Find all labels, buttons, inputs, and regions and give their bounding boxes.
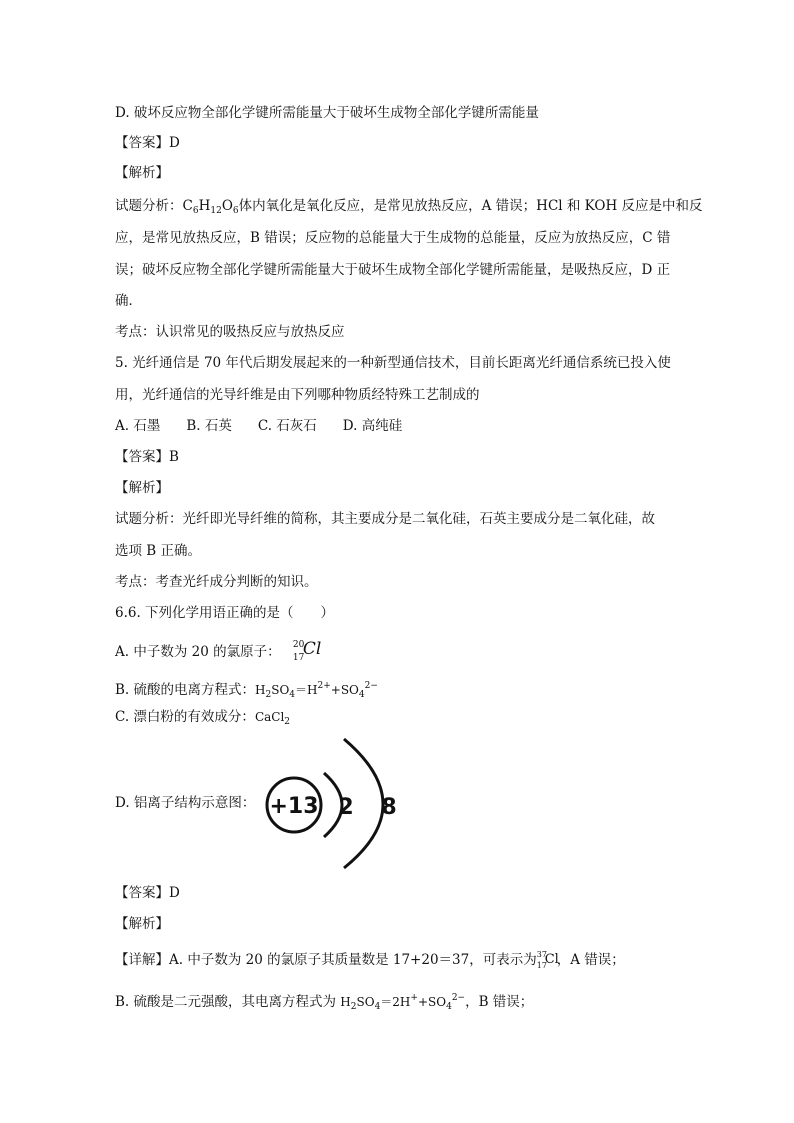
analysis-5-line-1: 试题分析：光纤即光导纤维的简称，其主要成分是二氧化硅，石英主要成分是二氧化硅，故 [115,511,655,527]
question-6-option-c: C. 漂白粉的有效成分：CaCl$_2$ [115,709,291,727]
answer-label-6: 【答案】D [115,885,180,901]
q5-option-c: C. 石灰石 [257,418,317,434]
question-6-option-b: B. 硫酸的电离方程式：$H_2SO_4=H^{2+}+SO_4^{2-}$ [115,681,378,700]
aluminum-ion-structure-diagram [262,735,402,870]
chlorine-20-nuclide: 20 17 Cl [292,639,322,663]
question-6-stem: 6.6. 下列化学用语正确的是（ ） [115,605,335,621]
question-6-option-a: A. 中子数为 20 的氯原子： 20 17 Cl [115,639,322,663]
analysis-line-4: 确． [115,293,142,309]
answer-label-5: 【答案】B [115,449,179,465]
nucleus-charge: +13 [269,794,319,819]
q5-option-b: B. 石英 [186,418,232,434]
key-point-5: 考点：考查光纤成分判断的知识。 [115,574,318,590]
chlorine-37-nuclide: 37 17 Cl [536,950,559,970]
answer-label: 【答案】D [115,135,180,151]
analysis-line-2: 应，是常见放热反应，B 错误；反应物的总能量大于生成物的总能量，反应为放热反应，C 错 [115,230,671,246]
question-5-options [115,417,428,435]
question-5-line-1: 5. 光纤通信是 70 年代后期发展起来的一种新型通信技术，目前长距离光纤通信系统已投入使 [115,355,671,371]
q5-option-a: A. 石墨 [115,418,161,434]
analysis-5-line-2: 选项 B 正确。 [115,543,202,559]
analysis-label-5: 【解析】 [115,480,169,496]
detail-option-a: 【详解】A. 中子数为 20 的氯原子其质量数是 17+20＝37，可表示为 37 17 Cl ，A 错误； [115,950,625,970]
inner-shell-electrons: 2 [338,795,354,820]
analysis-label-6: 【解析】 [115,916,169,932]
detail-option-b: B. 硫酸是二元强酸，其电离方程式为 $H_2SO_4=2H^++SO_4^{2-}$，B 错误； [115,993,534,1012]
q5-option-d: D. 高纯硅 [342,418,403,434]
key-point-4: 考点：认识常见的吸热反应与放热反应 [115,324,345,340]
analysis-line-1: 试题分析：$C_6H_{12}O_6$体内氧化是氧化反应，是常见放热反应，A 错误；HCl 和 KOH 反应是中和反 [115,198,703,216]
analysis-label: 【解析】 [115,165,169,181]
question-6-option-d: D. 铝离子结构示意图： [115,795,256,811]
analysis-line-3: 误；破坏反应物全部化学键所需能量大于破坏生成物全部化学键所需能量，是吸热反应，D 正 [115,262,671,278]
option-d-line: D. 破坏反应物全部化学键所需能量大于破坏生成物全部化学键所需能量 [115,105,539,121]
question-5-line-2: 用，光纤通信的光导纤维是由下列哪种物质经特殊工艺制成的 [115,387,480,403]
outer-shell-electrons: 8 [381,795,397,820]
